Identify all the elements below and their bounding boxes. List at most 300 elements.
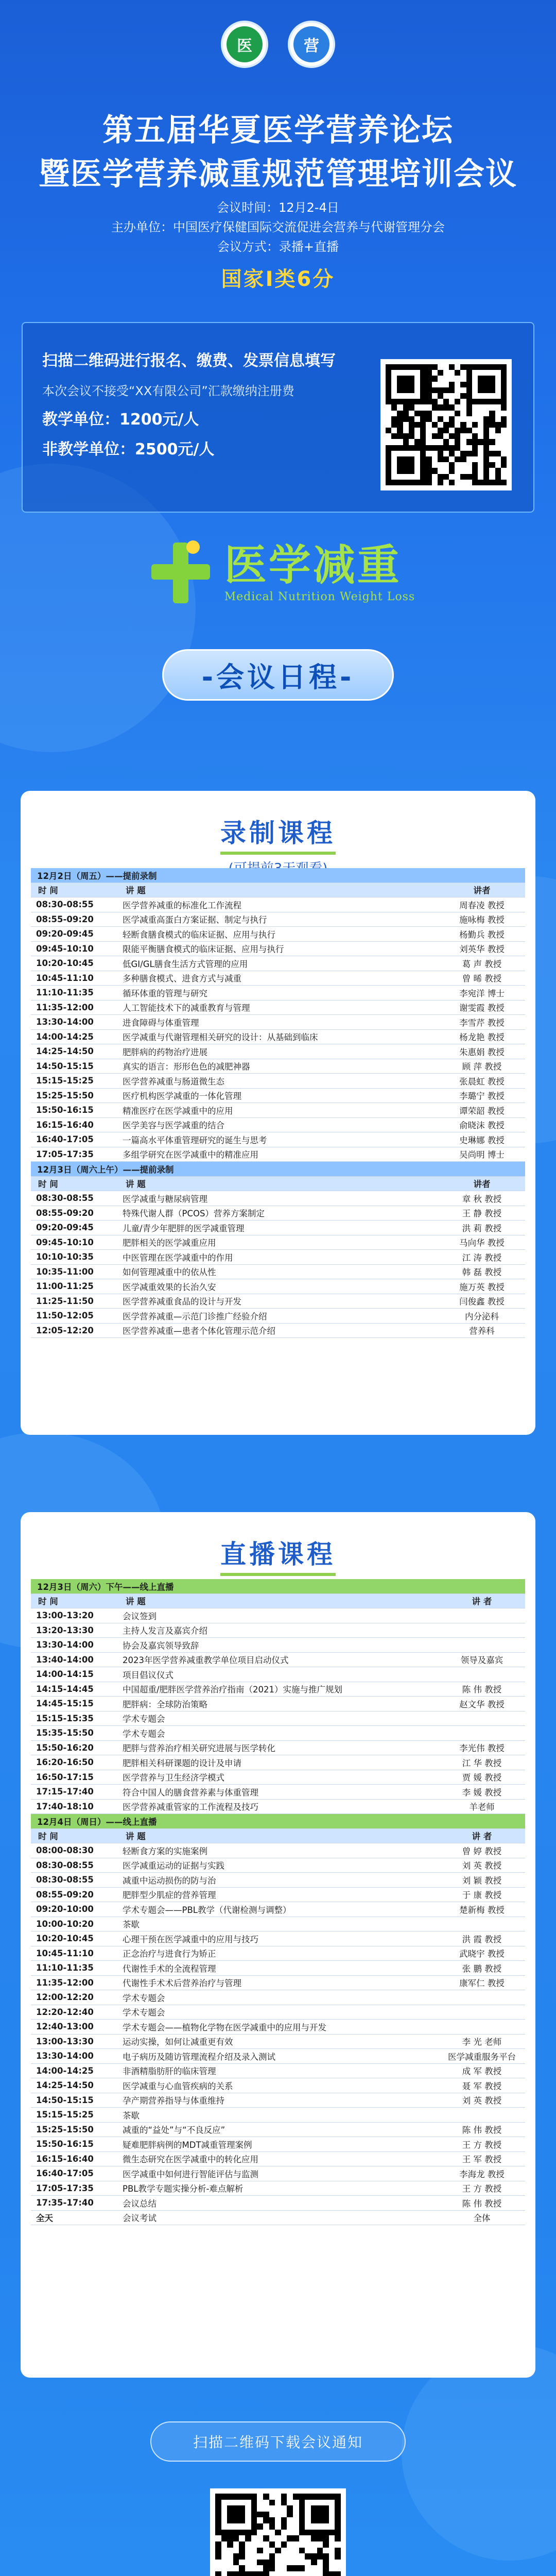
table-row: [31, 2108, 525, 2123]
fee-non-teaching-unit: 非教学单位：2500元/人: [42, 440, 215, 459]
session-time: 08:55-09:20: [36, 1208, 94, 1218]
table-row: [31, 2005, 525, 2020]
session-topic: 医学营养减重—患者个体化管理示范介绍: [123, 1326, 275, 1336]
session-topic: 会议签到: [123, 1611, 157, 1621]
session-time: 15:50-16:15: [36, 2139, 94, 2149]
session-speaker: 贾 媛 教授: [462, 1773, 502, 1783]
session-topic: 医学减重与心血管疾病的关系: [123, 2081, 233, 2091]
session-speaker: 刘 英 教授: [462, 2096, 502, 2106]
session-topic: 学术专题会: [123, 1714, 165, 1724]
meeting-format: 会议方式：录播+直播: [217, 240, 339, 254]
column-header-speaker: 讲者: [473, 1179, 491, 1190]
session-topic: 医学减重运动的证据与实践: [123, 1861, 224, 1871]
session-speaker: 王 方 教授: [462, 2140, 502, 2150]
session-time: 08:30-08:55: [36, 1193, 94, 1204]
table-row: [31, 1638, 525, 1653]
table-row: [31, 1755, 525, 1770]
session-speaker: 聂 军 教授: [462, 2081, 502, 2091]
live-course-card: [21, 1512, 535, 2378]
table-row: [31, 1089, 525, 1104]
session-topic: 医学减重与糖尿病管理: [123, 1194, 207, 1204]
session-time: 15:25-15:50: [36, 2124, 94, 2134]
session-time: 08:30-08:55: [36, 900, 94, 910]
table-row: [31, 1990, 525, 2005]
session-speaker: 陈 伟 教授: [462, 1685, 502, 1695]
organizer-logos: [0, 21, 556, 68]
table-row: [31, 1059, 525, 1074]
session-topic: 代谢性手术术后营养治疗与管理: [123, 1978, 241, 1989]
table-row: [31, 1711, 525, 1726]
session-topic: 减重的“益处”与“不良反应”: [123, 2125, 225, 2136]
live-schedule-table: [31, 1579, 525, 2225]
session-time: 13:30-14:00: [36, 1640, 94, 1650]
table-row: [31, 1030, 525, 1045]
session-time: 12:00-12:20: [36, 1992, 94, 2003]
session-time: 16:50-17:15: [36, 1772, 94, 1782]
session-speaker: 全体: [473, 2213, 491, 2224]
session-topic: 如何管理减重中的依从性: [123, 1267, 216, 1278]
table-row: [31, 1147, 525, 1162]
session-time: 13:00-13:30: [36, 2036, 94, 2046]
session-speaker: 陈 伟 教授: [462, 2125, 502, 2136]
recorded-course-card: [21, 791, 535, 1435]
session-topic: 协会及嘉宾领导致辞: [123, 1640, 199, 1651]
session-speaker: 谭荣韶 教授: [459, 1106, 505, 1116]
table-row: [31, 2078, 525, 2093]
table-header-row: [31, 1594, 525, 1609]
table-row: [31, 1931, 525, 1946]
session-time: 10:20-10:45: [36, 1934, 94, 1944]
session-time: 全天: [36, 2213, 53, 2224]
session-time: 13:30-14:00: [36, 1017, 94, 1027]
table-row: [31, 2137, 525, 2152]
registration-qr-code[interactable]: [380, 359, 512, 490]
session-time: 08:30-08:55: [36, 1875, 94, 1885]
session-speaker: 陈 伟 教授: [462, 2198, 502, 2209]
table-row: [31, 1667, 525, 1682]
session-speaker: 韩 磊 教授: [462, 1267, 502, 1278]
session-topic: 茶歇: [123, 1920, 140, 1930]
column-header-topic: 讲 题: [126, 1597, 146, 1607]
table-row: [31, 1250, 525, 1265]
session-speaker: 杨龙艳 教授: [459, 1032, 505, 1043]
session-topic: 医学美容与医学减重的结合: [123, 1121, 224, 1131]
session-time: 17:40-18:10: [36, 1801, 94, 1811]
session-time: 11:35-12:00: [36, 1977, 94, 1988]
organizer: 主办单位：中国医疗保健国际交流促进会营养与代谢管理分会: [111, 220, 445, 234]
registration-title: 扫描二维码进行报名、缴费、发票信息填写: [42, 352, 336, 370]
session-topic: 中国超重/肥胖医学营养治疗指南（2021）实施与推广规划: [123, 1685, 343, 1695]
main-subtitle: 暨医学营养减重规范管理培训会议: [39, 156, 517, 192]
table-row: [31, 1309, 525, 1324]
table-row: [31, 986, 525, 1001]
brand-english-name: Medical Nutrition Weight Loss: [224, 590, 415, 603]
session-time: 14:15-14:45: [36, 1684, 94, 1694]
session-topic: 正念治疗与进食行为矫正: [123, 1949, 216, 1959]
table-row: [31, 1697, 525, 1711]
table-row: [31, 1653, 525, 1668]
table-row: [31, 971, 525, 986]
session-topic: 轻断食方案的实施案例: [123, 1846, 207, 1856]
session-topic: 医学营养减重食品的设计与开发: [123, 1297, 241, 1307]
session-topic: 茶歇: [123, 2110, 140, 2121]
table-row: [31, 1001, 525, 1015]
table-row: [31, 1976, 525, 1991]
session-time: 10:00-10:20: [36, 1919, 94, 1929]
table-header-row: [31, 883, 525, 898]
session-topic: 限能平衡膳食模式的临床证据、应用与执行: [123, 944, 284, 955]
table-row: [31, 927, 525, 942]
session-topic: 孕产期营养指导与体重维持: [123, 2096, 224, 2106]
session-speaker: 康军仁 教授: [459, 1978, 505, 1989]
day-header: 12月3日（周六上午）——提前录制: [31, 1162, 525, 1177]
nutrition-branch-logo-mark: 营: [293, 26, 329, 62]
session-topic: 儿童/青少年肥胖的医学减重管理: [123, 1223, 245, 1233]
day-header: 12月2日（周五）——提前录制: [31, 868, 525, 883]
table-row: [31, 1206, 525, 1221]
table-row: [31, 2020, 525, 2035]
session-time: 15:15-15:25: [36, 1076, 94, 1086]
session-speaker: 吴尚明 博士: [459, 1150, 505, 1160]
column-header-time: 时 间: [38, 1832, 58, 1842]
session-topic: 医学减重与代谢管理相关研究的设计：从基础到临床: [123, 1032, 318, 1043]
medical-cross-icon: [141, 533, 218, 611]
table-row: [31, 1279, 525, 1294]
table-row: [31, 1888, 525, 1903]
session-speaker: 谢雯霞 教授: [459, 1003, 505, 1013]
session-time: 15:35-15:50: [36, 1728, 94, 1738]
credit-badge: 国家Ⅰ类6分: [221, 267, 335, 291]
session-speaker: 李宛洋 博士: [459, 988, 505, 998]
session-speaker: 刘 颖 教授: [462, 1875, 502, 1886]
recorded-course-title: 录制课程: [220, 812, 336, 855]
session-speaker: 王 静 教授: [462, 1209, 502, 1219]
session-speaker: 张晨虹 教授: [459, 1076, 505, 1087]
column-header-speaker: 讲 者: [472, 1832, 492, 1842]
table-row: [31, 1770, 525, 1785]
session-topic: 肥胖与营养治疗相关研究进展与医学转化: [123, 1743, 275, 1754]
session-topic: 肥胖相关的医学减重应用: [123, 1238, 216, 1248]
session-time: 11:25-11:50: [36, 1296, 94, 1306]
table-row: [31, 1873, 525, 1888]
session-time: 08:00-08:30: [36, 1845, 94, 1856]
session-speaker: 于 康 教授: [462, 1890, 502, 1901]
session-time: 10:20-10:45: [36, 958, 94, 969]
session-time: 08:55-09:20: [36, 914, 94, 924]
session-topic: 进食障碍与体重管理: [123, 1018, 199, 1028]
table-row: [31, 1726, 525, 1741]
table-row: [31, 1015, 525, 1030]
session-time: 12:20-12:40: [36, 2007, 94, 2017]
session-time: 10:35-11:00: [36, 1266, 94, 1277]
association-logo: [221, 21, 268, 68]
session-time: 17:05-17:35: [36, 1149, 94, 1159]
session-time: 12:05-12:20: [36, 1325, 94, 1335]
session-speaker: 李雪芹 教授: [459, 1018, 505, 1028]
session-time: 16:15-16:40: [36, 2154, 94, 2164]
session-time: 09:45-10:10: [36, 1237, 94, 1247]
session-time: 11:00-11:25: [36, 1281, 94, 1292]
session-time: 14:00-14:15: [36, 1669, 94, 1680]
day-header: 12月3日（周六）下午——线上直播: [31, 1579, 525, 1594]
column-header-speaker: 讲者: [473, 886, 491, 896]
table-row: [31, 1074, 525, 1089]
table-row: [31, 1265, 525, 1280]
table-row: [31, 1132, 525, 1147]
session-speaker: 领导及嘉宾: [460, 1655, 503, 1666]
session-topic: 微生态研究在医学减重中的转化应用: [123, 2155, 258, 2165]
table-row: [31, 912, 525, 927]
session-time: 11:10-11:35: [36, 1963, 94, 1973]
session-topic: 医学营养减重管家的工作流程及技巧: [123, 1802, 258, 1812]
session-topic: 肥胖相关科研课题的设计及申请: [123, 1758, 241, 1768]
column-header-time: 时 间: [38, 1597, 58, 1607]
main-title: 第五届华夏医学营养论坛: [102, 112, 454, 148]
session-speaker: 医学减重服务平台: [448, 2052, 516, 2062]
table-row: [31, 1961, 525, 1976]
session-topic: 学术专题会——PBL教学（代谢检测与调整）: [123, 1905, 291, 1915]
table-row: [31, 1044, 525, 1059]
session-speaker: 内分泌科: [465, 1311, 499, 1321]
session-time: 11:10-11:35: [36, 988, 94, 998]
brand-name: 医学减重: [224, 540, 402, 590]
session-topic: 医学减重高蛋白方案证据、制定与执行: [123, 915, 267, 925]
column-header-speaker: 讲 者: [472, 1597, 492, 1607]
session-speaker: 洪 霞 教授: [462, 1934, 502, 1944]
table-header-row: [31, 1829, 525, 1844]
session-time: 15:25-15:50: [36, 1090, 94, 1100]
session-topic: 真实的语言：形形色色的减肥神器: [123, 1062, 250, 1072]
table-row: [31, 942, 525, 957]
session-speaker: 营养科: [469, 1326, 495, 1336]
notice-qr-code[interactable]: [210, 2488, 346, 2576]
session-speaker: 李 光 老师: [462, 2037, 502, 2047]
column-header-topic: 讲 题: [126, 1832, 146, 1842]
session-time: 13:40-14:00: [36, 1654, 94, 1665]
session-topic: 疑难肥胖病例的MDT减重管理案例: [123, 2140, 252, 2150]
table-row: [31, 1858, 525, 1873]
session-speaker: 李 媛 教授: [462, 1787, 502, 1798]
session-topic: 学术专题会——植物化学物在医学减重中的应用与开发: [123, 2022, 326, 2032]
table-row: [31, 2152, 525, 2167]
session-speaker: 江 涛 教授: [462, 1252, 502, 1263]
session-time: 11:50-12:05: [36, 1311, 94, 1321]
table-row: [31, 2049, 525, 2064]
schedule-heading: -会议日程-: [162, 649, 394, 701]
registration-note: 本次会议不接受“XX有限公司”汇款缴纳注册费: [42, 384, 294, 398]
session-topic: 运动实操，如何让减重更有效: [123, 2037, 233, 2047]
table-row: [31, 1741, 525, 1756]
session-time: 17:15-17:40: [36, 1787, 94, 1797]
session-speaker: 俞晓沫 教授: [459, 1121, 505, 1131]
fee-teaching-unit: 教学单位：1200元/人: [42, 411, 199, 429]
session-topic: 2023年医学营养减重教学单位项目启动仪式: [123, 1655, 289, 1666]
session-topic: 人工智能技术下的减重教育与管理: [123, 1003, 250, 1013]
session-speaker: 赵文华 教授: [459, 1699, 505, 1709]
session-topic: 循环体重的管理与研究: [123, 988, 207, 998]
session-time: 16:40-17:05: [36, 1134, 94, 1145]
session-topic: PBL教学专题实操分析-难点解析: [123, 2184, 244, 2194]
table-row: [31, 2166, 525, 2181]
session-speaker: 马向华 教授: [459, 1238, 505, 1248]
session-speaker: 楚新梅 教授: [459, 1905, 505, 1915]
session-topic: 一篇高水平体重管理研究的诞生与思考: [123, 1135, 267, 1145]
session-speaker: 杨勤兵 教授: [459, 929, 505, 940]
session-topic: 肥胖病：全球防治策略: [123, 1699, 207, 1709]
table-row: [31, 2093, 525, 2108]
session-topic: 非酒精脂肪肝的临床管理: [123, 2066, 216, 2077]
session-time: 14:25-14:50: [36, 1046, 94, 1057]
table-row: [31, 1800, 525, 1815]
table-row: [31, 1902, 525, 1917]
table-row: [31, 1294, 525, 1309]
table-row: [31, 2035, 525, 2049]
session-time: 16:20-16:50: [36, 1757, 94, 1768]
table-row: [31, 1221, 525, 1235]
session-topic: 学术专题会: [123, 1728, 165, 1739]
live-course-title: 直播课程: [220, 1534, 336, 1576]
recorded-schedule-table: [31, 868, 525, 1338]
session-speaker: 张 鹏 教授: [462, 1963, 502, 1974]
session-time: 13:00-13:20: [36, 1611, 94, 1621]
session-topic: 项目倡议仪式: [123, 1670, 173, 1680]
session-time: 09:20-09:45: [36, 1223, 94, 1233]
session-topic: 学术专题会: [123, 1993, 165, 2003]
table-row: [31, 1608, 525, 1623]
session-time: 13:20-13:30: [36, 1625, 94, 1635]
session-topic: 特殊代谢人群（PCOS）营养方案制定: [123, 1209, 265, 1219]
session-topic: 主持人发言及嘉宾介绍: [123, 1626, 207, 1636]
table-row: [31, 1682, 525, 1697]
session-topic: 医学营养与卫生经济学模式: [123, 1773, 224, 1783]
session-topic: 符合中国人的膳食营养素与体重管理: [123, 1787, 258, 1798]
session-time: 08:30-08:55: [36, 1860, 94, 1870]
session-time: 08:55-09:20: [36, 1889, 94, 1900]
session-speaker: 刘英华 教授: [459, 944, 505, 955]
column-header-topic: 讲 题: [126, 1179, 146, 1190]
session-speaker: 羊老师: [469, 1802, 495, 1812]
session-speaker: 王 军 教授: [462, 2155, 502, 2165]
column-header-time: 时 间: [38, 886, 58, 896]
session-topic: 学术专题会: [123, 2008, 165, 2018]
session-topic: 会议总结: [123, 2198, 157, 2209]
table-row: [31, 2181, 525, 2196]
session-topic: 多组学研究在医学减重中的精准应用: [123, 1150, 258, 1160]
session-speaker: 施咏梅 教授: [459, 915, 505, 925]
session-time: 15:15-15:25: [36, 2110, 94, 2120]
day-header: 12月4日（周日）——线上直播: [31, 1814, 525, 1829]
session-topic: 会议考试: [123, 2213, 157, 2224]
table-row: [31, 1235, 525, 1250]
session-topic: 医学减重效果的长治久安: [123, 1282, 216, 1292]
session-speaker: 洪 莉 教授: [462, 1223, 502, 1233]
session-topic: 中医管理在医学减重中的作用: [123, 1252, 233, 1263]
session-speaker: 曾 晞 教授: [462, 974, 502, 984]
session-speaker: 江 华 教授: [462, 1758, 502, 1768]
table-row: [31, 2064, 525, 2079]
table-row: [31, 1118, 525, 1133]
session-time: 12:40-13:00: [36, 2022, 94, 2032]
association-logo-mark: 医: [227, 26, 263, 62]
session-time: 10:10-10:35: [36, 1252, 94, 1262]
download-notice-button[interactable]: 扫描二维码下载会议通知: [150, 2421, 406, 2462]
session-speaker: 章 秋 教授: [462, 1194, 502, 1204]
column-header-topic: 讲 题: [126, 886, 146, 896]
session-time: 11:35-12:00: [36, 1002, 94, 1012]
session-time: 10:45-11:10: [36, 973, 94, 983]
session-time: 09:20-10:00: [36, 1904, 94, 1914]
nutrition-branch-logo: [288, 21, 335, 68]
session-time: 14:45-15:15: [36, 1699, 94, 1709]
table-row: [31, 1623, 525, 1638]
brand-logo: [0, 533, 556, 611]
session-topic: 肥胖型少肌症的营养管理: [123, 1890, 216, 1901]
session-speaker: 朱惠娟 教授: [459, 1047, 505, 1057]
session-topic: 医学营养减重—示范门诊推广经验介绍: [123, 1311, 267, 1321]
session-speaker: 刘 英 教授: [462, 1861, 502, 1871]
meeting-time: 会议时间：12月2-4日: [217, 200, 339, 215]
session-topic: 医学减重中如何进行智能评估与监测: [123, 2169, 258, 2179]
table-row: [31, 2196, 525, 2211]
session-topic: 代谢性手术的全流程管理: [123, 1963, 216, 1974]
session-time: 14:25-14:50: [36, 2080, 94, 2091]
session-topic: 医学营养减重与肠道微生态: [123, 1076, 224, 1087]
session-time: 14:00-14:25: [36, 2065, 94, 2076]
column-header-time: 时 间: [38, 1179, 58, 1190]
session-time: 09:45-10:10: [36, 943, 94, 954]
session-topic: 低GI/GL膳食生活方式管理的应用: [123, 959, 248, 969]
table-row: [31, 2211, 525, 2226]
session-speaker: 闫俊鑫 教授: [459, 1297, 505, 1307]
session-time: 16:40-17:05: [36, 2168, 94, 2179]
session-speaker: 李海龙 教授: [459, 2169, 505, 2179]
session-time: 14:00-14:25: [36, 1031, 94, 1042]
table-row: [31, 1785, 525, 1800]
table-row: [31, 956, 525, 971]
table-row: [31, 897, 525, 912]
session-topic: 医学营养减重的标准化工作流程: [123, 900, 241, 910]
session-topic: 肥胖病的药物治疗进展: [123, 1047, 207, 1057]
table-header-row: [31, 1177, 525, 1192]
table-row: [31, 1324, 525, 1338]
session-speaker: 顾 萍 教授: [462, 1062, 502, 1072]
table-row: [31, 1191, 525, 1206]
session-topic: 多种膳食模式、进食方式与减重: [123, 974, 241, 984]
session-time: 15:50-16:20: [36, 1742, 94, 1753]
session-time: 15:15-15:35: [36, 1713, 94, 1723]
session-time: 14:50-15:15: [36, 1061, 94, 1071]
session-time: 16:15-16:40: [36, 1120, 94, 1130]
session-topic: 精准医疗在医学减重中的应用: [123, 1106, 233, 1116]
session-speaker: 葛 声 教授: [462, 959, 502, 969]
session-time: 15:50-16:15: [36, 1105, 94, 1115]
session-speaker: 史琳娜 教授: [459, 1135, 505, 1145]
session-speaker: 施万英 教授: [459, 1282, 505, 1292]
table-row: [31, 2123, 525, 2138]
session-time: 17:35-17:40: [36, 2198, 94, 2208]
session-speaker: 李璐宁 教授: [459, 1091, 505, 1101]
session-speaker: 李光伟 教授: [459, 1743, 505, 1754]
session-speaker: 王 方 教授: [462, 2184, 502, 2194]
table-row: [31, 1917, 525, 1932]
session-time: 14:50-15:15: [36, 2095, 94, 2105]
session-speaker: 曾 婷 教授: [462, 1846, 502, 1856]
table-row: [31, 1946, 525, 1961]
session-topic: 减重中运动损伤的防与治: [123, 1875, 216, 1886]
session-topic: 轻断食膳食模式的临床证据、应用与执行: [123, 929, 275, 940]
session-speaker: 武晓宇 教授: [459, 1949, 505, 1959]
session-topic: 心理干预在医学减重中的应用与技巧: [123, 1934, 258, 1944]
